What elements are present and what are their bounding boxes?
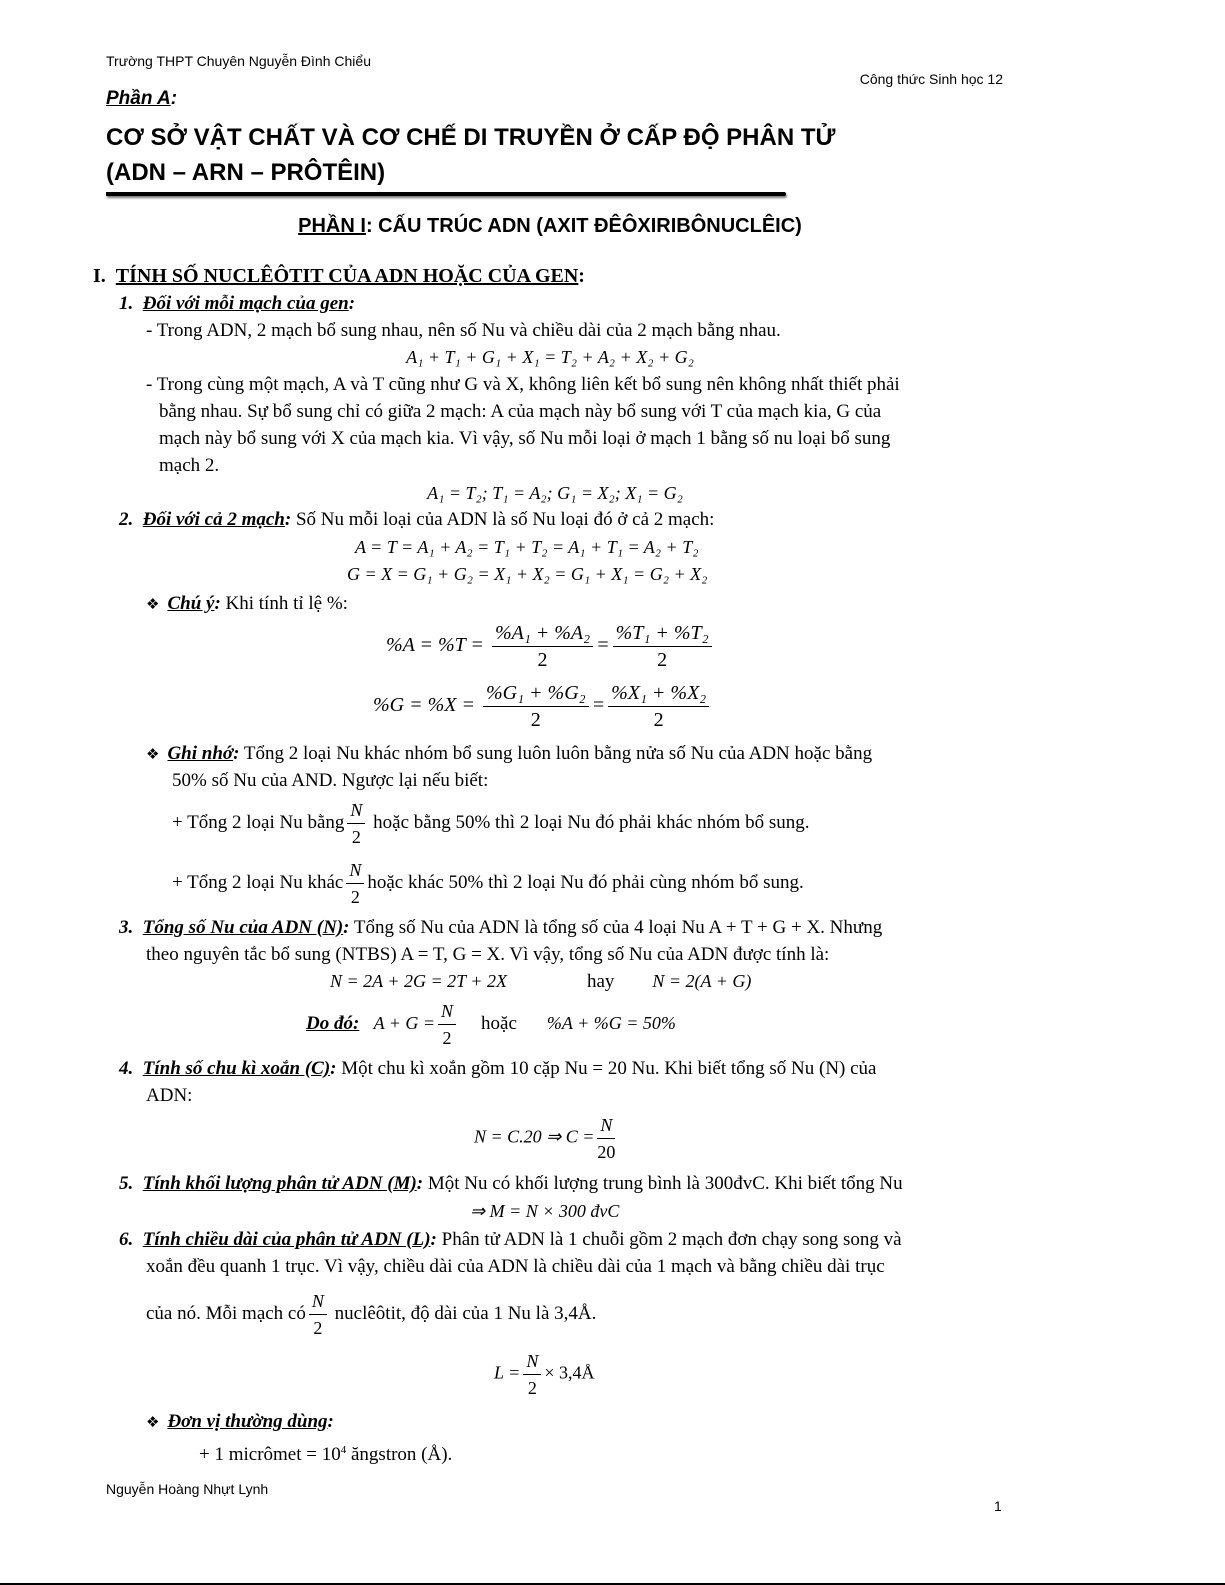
unit-text: ăngstron (Å).	[346, 1444, 453, 1465]
word-hoac: hoặc	[481, 1012, 517, 1034]
word-hay: hay	[586, 971, 615, 992]
item-text: Phân tử ADN là 1 chuỗi gồm 2 mạch đơn chạy song song và	[436, 1229, 902, 1250]
item-3-heading	[119, 914, 882, 941]
item-text: Một chu kì xoắn gồm 10 cặp Nu = 20 Nu. Khi biết tổng số Nu (N) của	[336, 1058, 877, 1079]
item-1-heading	[119, 290, 355, 317]
part-label-colon: :	[170, 88, 178, 109]
item-6-heading	[119, 1226, 902, 1253]
item-4-heading	[119, 1055, 876, 1082]
formula: N = 2(A + G)	[652, 971, 752, 991]
colon: :	[343, 917, 350, 938]
fraction	[483, 680, 589, 733]
colon: :	[430, 1229, 437, 1250]
fraction	[608, 680, 709, 733]
colon: :	[348, 293, 356, 314]
item-1-para-2-line-4: mạch 2.	[159, 455, 220, 476]
item-number: 1.	[119, 293, 134, 314]
item-text: Số Nu mỗi loại của ADN là số Nu loại đó ở cả 2 mạch:	[291, 509, 715, 530]
numerator: N	[597, 1112, 615, 1139]
item-title: Đối với cả 2 mạch	[142, 509, 285, 530]
item-6-line-2: xoắn đều quanh 1 trục. Vì vậy, chiều dài của ADN là chiều dài của 1 mạch và bằng chiều dài trục	[146, 1256, 885, 1277]
formula: %A + %G = 50%	[546, 1012, 676, 1033]
title-line-2: (ADN – ARN – PRÔTÊIN)	[106, 159, 386, 186]
item-5-heading	[119, 1170, 903, 1197]
numerator: N	[346, 857, 364, 884]
heading-i	[93, 263, 585, 290]
denominator: 2	[530, 709, 541, 731]
item-1-para-2-line-2: bằng nhau. Sự bổ sung chỉ có giữa 2 mạch: A của mạch này bổ sung với T của mạch kia, G của	[159, 401, 882, 422]
part-label	[106, 88, 177, 110]
note-chu-y	[146, 590, 348, 618]
formula: N = 2A + 2G = 2T + 2X	[330, 971, 507, 991]
item-1-para-2-line-1: - Trong cùng một mạch, A và T cũng như G và X, không liên kết bổ sung nên không nhất thiết phải	[146, 374, 900, 395]
section-title	[0, 215, 1100, 238]
item-3-formula-1	[330, 968, 751, 995]
note-label: Ghi nhớ	[167, 743, 234, 764]
item-number: 5.	[119, 1173, 134, 1194]
item-5-formula: ⇒ M = N × 300 đvC	[470, 1201, 620, 1221]
note-ghi-nho-line-2: 50% số Nu của AND. Ngược lại nếu biết:	[172, 770, 489, 791]
item-1-formula-1: A₁ + T₁ + G₁ + X₁ = T₂ + A₂ + X₂ + G₂	[406, 347, 694, 367]
rule-text: hoặc bằng 50% thì 2 loại Nu đó phải khác nhóm bổ sung.	[368, 811, 810, 833]
item-4-formula	[474, 1112, 618, 1165]
note-ghi-nho	[146, 740, 872, 768]
denominator: 2	[350, 887, 360, 907]
numerator: %G₁ + %G₂	[483, 680, 589, 707]
diamond-bullet-icon: ❖	[146, 745, 160, 763]
exponent: 4	[340, 1444, 347, 1456]
colon: :	[327, 1411, 334, 1432]
fraction	[309, 1288, 327, 1341]
rule-text: + Tổng 2 loại Nu khác	[172, 871, 344, 893]
rule-text: + Tổng 2 loại Nu bằng	[172, 811, 345, 833]
numerator: N	[309, 1288, 327, 1315]
header-subject: Công thức Sinh học 12	[859, 71, 1003, 87]
page-title	[106, 120, 835, 190]
section-label: PHẦN I	[298, 215, 366, 237]
rule-plus-1	[172, 797, 810, 850]
item-4-line-2: ADN:	[146, 1085, 193, 1106]
fraction	[613, 620, 712, 673]
denominator: 20	[597, 1142, 616, 1162]
formula: A + G =	[373, 1012, 436, 1033]
item-2-formula-g: G = X = G₁ + G₂ = X₁ + X₂ = G₁ + X₁ = G₂ + X₂	[347, 564, 708, 584]
fraction	[523, 1348, 541, 1401]
item-text: của nó. Mỗi mạch có	[146, 1302, 306, 1324]
colon: :	[233, 743, 240, 764]
item-title: Tính số chu kì xoắn (C)	[142, 1058, 331, 1079]
fraction	[438, 998, 456, 1051]
note-text: Khi tính tỉ lệ %:	[220, 593, 348, 614]
note-text: Tổng 2 loại Nu khác nhóm bổ sung luôn luôn bằng nửa số Nu của ADN hoặc bằng	[239, 743, 873, 764]
item-number: 4.	[119, 1058, 134, 1079]
fraction	[346, 857, 364, 910]
item-text: nuclêôtit, độ dài của 1 Nu là 3,4Å.	[329, 1302, 597, 1324]
rule-plus-2	[172, 857, 804, 910]
item-text: Tổng số Nu của ADN là tổng số của 4 loại Nu A + T + G + X. Nhưng	[349, 917, 883, 938]
rule-text: hoặc khác 50% thì 2 loại Nu đó phải cùng nhóm bổ sung.	[367, 871, 804, 893]
page-number: 1	[994, 1498, 1002, 1514]
formula-rhs: × 3,4Å	[544, 1362, 595, 1383]
denominator: 2	[442, 1028, 452, 1048]
formula-percent-g: %G = %X = $\frac{\text{\%G₁ + \%G₂}}{2}$ = $\frac{\text{\%X₁ + \%X₂}}{2}$	[373, 680, 712, 733]
fraction	[597, 1112, 615, 1165]
numerator: %A₁ + %A₂	[492, 620, 593, 647]
title-line-1: CƠ SỞ VẬT CHẤT VÀ CƠ CHẾ DI TRUYỀN Ở CẤP ĐỘ PHÂN TỬ	[106, 124, 836, 151]
heading-text: TÍNH SỐ NUCLÊÔTIT CỦA ADN HOẶC CỦA GEN	[115, 265, 579, 287]
do-do-label: Do đó:	[306, 1012, 360, 1034]
note-label: Chú ý	[167, 593, 215, 614]
numerator: %T₁ + %T₂	[613, 620, 712, 647]
heading-colon: :	[578, 265, 585, 287]
unit-text: + 1 micrômet = 10	[199, 1444, 341, 1465]
numerator: N	[523, 1348, 541, 1375]
unit-item-1	[199, 1437, 452, 1468]
numerator: N	[347, 797, 365, 824]
denominator: 2	[313, 1318, 323, 1338]
numerator: %X₁ + %X₂	[608, 680, 709, 707]
formula: N = C.20 ⇒ C =	[474, 1126, 595, 1147]
note-don-vi	[146, 1408, 334, 1436]
denominator: 2	[527, 1378, 537, 1398]
colon: :	[284, 509, 292, 530]
item-1-para-1: - Trong ADN, 2 mạch bổ sung nhau, nên số Nu và chiều dài của 2 mạch bằng nhau.	[146, 320, 781, 341]
item-3-line-2: theo nguyên tắc bổ sung (NTBS) A = T, G = X. Vì vậy, tổng số Nu của ADN được tính là:	[146, 944, 830, 965]
denominator: 2	[351, 827, 361, 847]
denominator: 2	[537, 649, 548, 671]
diamond-bullet-icon: ❖	[146, 1413, 160, 1431]
item-6-formula	[494, 1348, 595, 1401]
numerator: N	[438, 998, 456, 1025]
colon: :	[416, 1173, 424, 1194]
diamond-bullet-icon: ❖	[146, 595, 160, 613]
item-2-formula-a: A = T = A₁ + A₂ = T₁ + T₂ = A₁ + T₁ = A₂ + T₂	[355, 537, 699, 557]
fraction	[492, 620, 593, 673]
formula-lhs: L =	[494, 1362, 521, 1383]
colon: :	[214, 593, 221, 614]
denominator: 2	[657, 649, 668, 671]
footer-author: Nguyễn Hoàng Nhựt Lynh	[106, 1481, 269, 1497]
title-divider	[106, 192, 786, 196]
item-1-formula-2: A₁ = T₂; T₁ = A₂; G₁ = X₂; X₁ = G₂	[427, 483, 683, 503]
item-title: Tính chiều dài của phân tử ADN (L)	[142, 1229, 431, 1250]
header-school: Trường THPT Chuyên Nguyễn Đình Chiểu	[106, 53, 371, 69]
item-title: Tổng số Nu của ADN (N)	[142, 917, 344, 938]
item-3-formula-2	[306, 998, 676, 1051]
note-label: Đơn vị thường dùng	[167, 1411, 328, 1432]
item-number: 2.	[119, 509, 134, 530]
item-number: 3.	[119, 917, 134, 938]
part-label-text: Phần A	[106, 88, 171, 109]
item-2-heading	[119, 506, 714, 533]
item-title: Đối với mỗi mạch của gen	[142, 293, 349, 314]
item-6-line-3	[146, 1288, 596, 1341]
item-title: Tính khối lượng phân tử ADN (M)	[142, 1173, 417, 1194]
formula-percent-a: %A = %T = $\frac{\text{\%A₁ + \%A₂}}{2}$ = $\frac{\text{\%T₁ + \%T₂}}{2}$	[386, 620, 715, 673]
section-text: : CẤU TRÚC ADN (AXIT ĐÊÔXIRIBÔNUCLÊIC)	[365, 215, 802, 237]
formula-lhs: %A = %T =	[386, 634, 484, 657]
item-text: Một Nu có khối lượng trung bình là 300đvC. Khi biết tổng Nu	[423, 1173, 903, 1194]
item-number: 6.	[119, 1229, 134, 1250]
denominator: 2	[653, 709, 664, 731]
fraction	[347, 797, 365, 850]
formula-lhs: %G = %X =	[373, 694, 475, 717]
colon: :	[330, 1058, 337, 1079]
item-1-para-2-line-3: mạch này bổ sung với X của mạch kia. Vì vậy, số Nu mỗi loại ở mạch 1 bằng số nu loại bổ sung	[159, 428, 891, 449]
heading-roman: I.	[93, 265, 106, 287]
